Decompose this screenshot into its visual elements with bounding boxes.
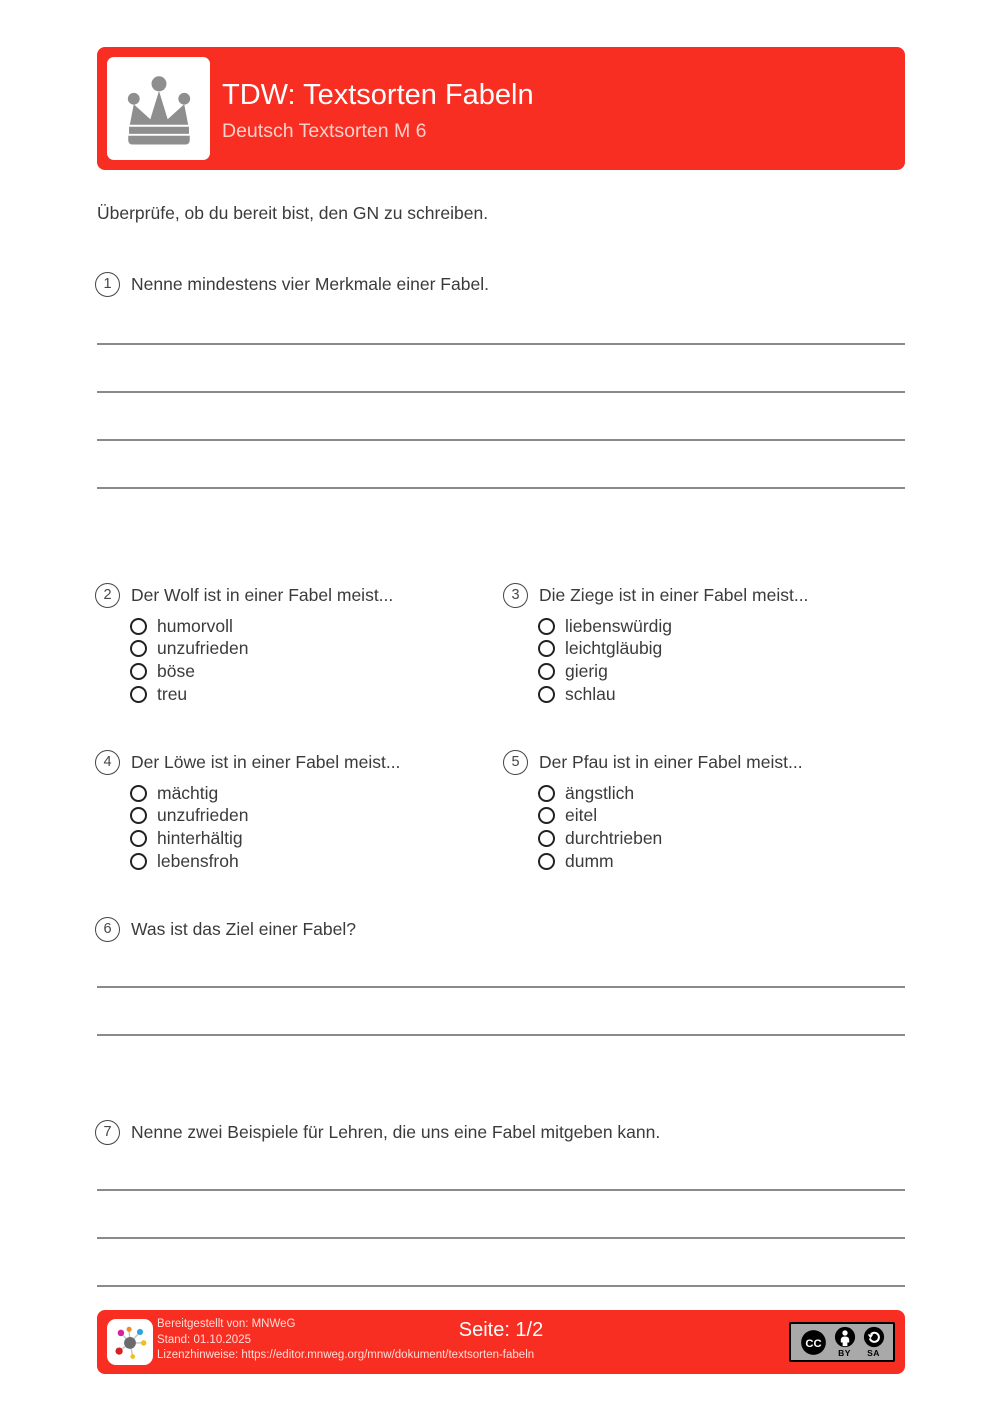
question-number-badge: 2: [95, 583, 120, 608]
stand-text: Stand: 01.10.2025: [157, 1333, 251, 1346]
option-label: treu: [157, 683, 188, 704]
cc-sa-label: SA: [867, 1348, 880, 1359]
question-5-options: [538, 782, 662, 872]
radio-icon[interactable]: [538, 785, 555, 802]
crown-icon: [118, 68, 200, 150]
question-number-badge: 1: [95, 272, 120, 297]
license-link-text[interactable]: Lizenzhinweise: https://editor.mnweg.org/mnw/dokument/textsorten-fabeln: [157, 1349, 535, 1361]
option-row[interactable]: [130, 638, 248, 661]
question-2: [95, 583, 393, 608]
question-number-badge: 7: [95, 1120, 120, 1145]
option-row[interactable]: [538, 638, 672, 661]
option-label: gierig: [565, 660, 608, 681]
answer-line: [97, 439, 905, 441]
option-label: unzufrieden: [157, 638, 249, 659]
option-row[interactable]: [130, 615, 248, 638]
intro-text: Überprüfe, ob du bereit bist, den GN zu schreiben.: [97, 203, 489, 223]
question-2-options: [130, 615, 248, 705]
question-6: [95, 917, 356, 942]
radio-icon[interactable]: [130, 853, 147, 870]
question-4: [95, 750, 400, 775]
question-text: Der Löwe ist in einer Fabel meist...: [131, 752, 401, 772]
question-7: [95, 1120, 660, 1145]
option-row[interactable]: [538, 683, 672, 706]
radio-icon[interactable]: [130, 830, 147, 847]
question-number-badge: 5: [503, 750, 528, 775]
radio-icon[interactable]: [130, 807, 147, 824]
option-row[interactable]: [538, 827, 662, 850]
option-label: schlau: [565, 683, 616, 704]
radio-icon[interactable]: [130, 663, 147, 680]
question-text: Nenne zwei Beispiele für Lehren, die uns eine Fabel mitgeben kann.: [131, 1122, 661, 1142]
cc-by-label: BY: [838, 1348, 851, 1359]
answer-line: [97, 1034, 905, 1036]
radio-icon[interactable]: [538, 686, 555, 703]
share-alike-icon: [863, 1326, 885, 1348]
option-row[interactable]: [130, 782, 248, 805]
answer-line: [97, 343, 905, 345]
radio-icon[interactable]: [130, 640, 147, 657]
radio-icon[interactable]: [538, 663, 555, 680]
cc-icon: [800, 1329, 827, 1356]
option-label: durchtrieben: [565, 827, 663, 848]
question-1: [95, 272, 489, 297]
page-indicator: Seite: 1/2: [458, 1319, 544, 1341]
option-row[interactable]: [538, 615, 672, 638]
option-label: eitel: [565, 805, 598, 826]
question-5: [503, 750, 803, 775]
option-row[interactable]: [130, 805, 248, 828]
option-row[interactable]: [538, 850, 662, 873]
answer-line: [97, 1285, 905, 1287]
radio-icon[interactable]: [538, 640, 555, 657]
option-label: lebensfroh: [157, 850, 239, 871]
question-number-badge: 6: [95, 917, 120, 942]
option-row[interactable]: [130, 660, 248, 683]
radio-icon[interactable]: [538, 618, 555, 635]
option-label: hinterhältig: [157, 827, 243, 848]
answer-line: [97, 1237, 905, 1239]
question-3: [503, 583, 808, 608]
footer-banner: [97, 1310, 905, 1374]
answer-line: [97, 1189, 905, 1191]
logo-box: [107, 57, 210, 160]
option-label: dumm: [565, 850, 614, 871]
radio-icon[interactable]: [538, 807, 555, 824]
provided-by-text: Bereitgestellt von: MNWeG: [157, 1318, 296, 1330]
option-label: unzufrieden: [157, 805, 249, 826]
question-text: Nenne mindestens vier Merkmale einer Fabel.: [131, 274, 489, 294]
radio-icon[interactable]: [538, 853, 555, 870]
option-label: ängstlich: [565, 782, 635, 803]
answer-line: [97, 986, 905, 988]
option-label: leichtgläubig: [565, 638, 663, 659]
option-row[interactable]: [538, 782, 662, 805]
header-titles: [222, 78, 534, 144]
question-text: Der Wolf ist in einer Fabel meist...: [131, 585, 394, 605]
option-label: liebenswürdig: [565, 615, 673, 636]
question-text: Die Ziege ist in einer Fabel meist...: [539, 585, 809, 605]
option-row[interactable]: [130, 850, 248, 873]
answer-line: [97, 391, 905, 393]
question-text: Der Pfau ist in einer Fabel meist...: [539, 752, 803, 772]
question-text: Was ist das Ziel einer Fabel?: [131, 919, 356, 939]
radio-icon[interactable]: [130, 618, 147, 635]
attribution-person-icon: [834, 1326, 856, 1348]
cc-license-badge[interactable]: [789, 1322, 895, 1362]
question-3-options: [538, 615, 672, 705]
question-number-badge: 3: [503, 583, 528, 608]
option-row[interactable]: [130, 683, 248, 706]
svg-text:CC: CC: [804, 1337, 822, 1350]
option-row[interactable]: [130, 827, 248, 850]
option-label: mächtig: [157, 782, 219, 803]
header-banner: [97, 47, 905, 170]
radio-icon[interactable]: [130, 686, 147, 703]
question-4-options: [130, 782, 248, 872]
option-row[interactable]: [538, 660, 672, 683]
option-label: humorvoll: [157, 615, 233, 636]
page-subtitle: Deutsch Textsorten M 6: [222, 120, 427, 142]
radio-icon[interactable]: [130, 785, 147, 802]
answer-line: [97, 487, 905, 489]
radio-icon[interactable]: [538, 830, 555, 847]
option-label: böse: [157, 660, 195, 681]
page-title: TDW: Textsorten Fabeln: [222, 79, 534, 111]
question-number-badge: 4: [95, 750, 120, 775]
option-row[interactable]: [538, 805, 662, 828]
